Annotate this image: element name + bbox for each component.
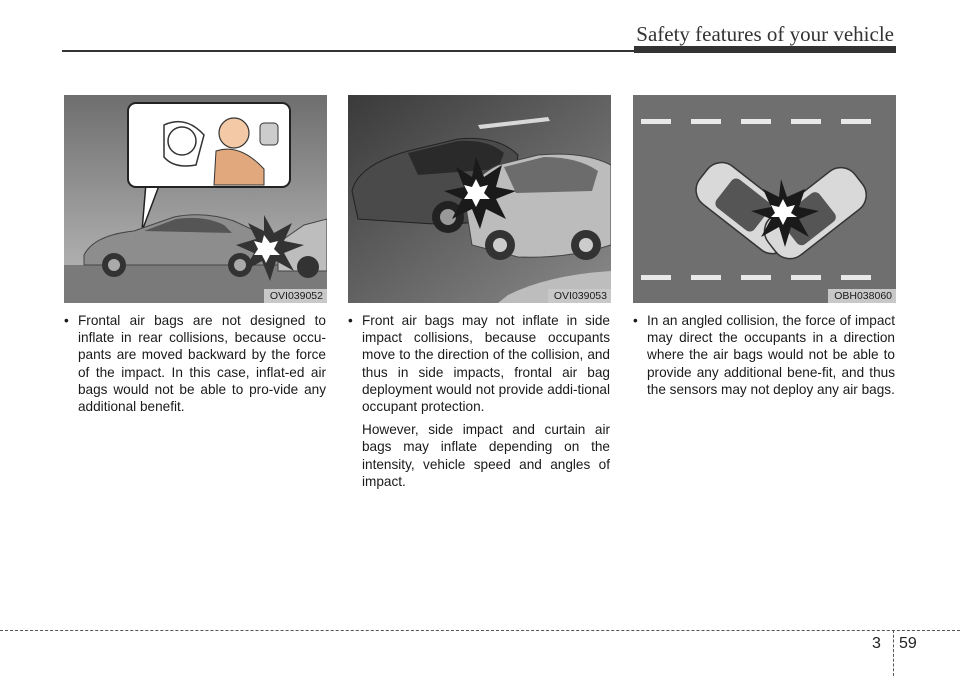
- paragraph-text: In an angled collision, the force of impact may direct the occupants in a direction where the air bags would not be able to provide any additional bene-fit, and thus the sensors may not deploy any air bags.: [647, 313, 895, 397]
- list-item: [64, 312, 326, 415]
- bullet-icon: •: [348, 313, 353, 328]
- paragraph-text: Front air bags may not inflate in side impact collisions, because occupants move to the direction of the collision, and thus in side impacts, frontal air bag deployment would not provide addi-tional occupant protection.: [362, 313, 610, 415]
- header-rule: [62, 50, 634, 52]
- paragraph-text: However, side impact and curtain air bags may inflate depending on the intensity, vehicle speed and angles of impact.: [362, 422, 610, 489]
- page-header-title: Safety features of your vehicle: [636, 22, 894, 46]
- bullet-icon: •: [633, 313, 638, 328]
- figure-code: OVI039053: [548, 289, 611, 303]
- column-rear-collision: [64, 312, 326, 415]
- chapter-number: 3: [872, 635, 881, 652]
- list-item: [633, 312, 895, 398]
- column-side-impact: [348, 312, 610, 490]
- page-number: 59: [899, 635, 917, 652]
- rear-collision-illustration: [64, 95, 327, 303]
- bullet-icon: •: [64, 313, 69, 328]
- header-rule-accent: [634, 46, 896, 53]
- paragraph-text: Frontal air bags are not designed to inflate in rear collisions, because occu-pants are moved backward by the force of the impact. In this case, inflat-ed air bags would not be able to pro-vide any additional benefit.: [78, 313, 326, 415]
- angled-collision-illustration: [633, 95, 896, 303]
- list-item: [348, 312, 610, 415]
- figure-code: OVI039052: [264, 289, 327, 303]
- figure-angled-collision: [633, 95, 896, 303]
- footer-rule: [0, 630, 960, 631]
- figure-rear-collision: [64, 95, 327, 303]
- footer-separator: [893, 630, 894, 676]
- figure-side-impact: [348, 95, 611, 303]
- figure-code: OBH038060: [828, 289, 896, 303]
- column-angled-collision: [633, 312, 895, 398]
- side-impact-illustration: [348, 95, 611, 303]
